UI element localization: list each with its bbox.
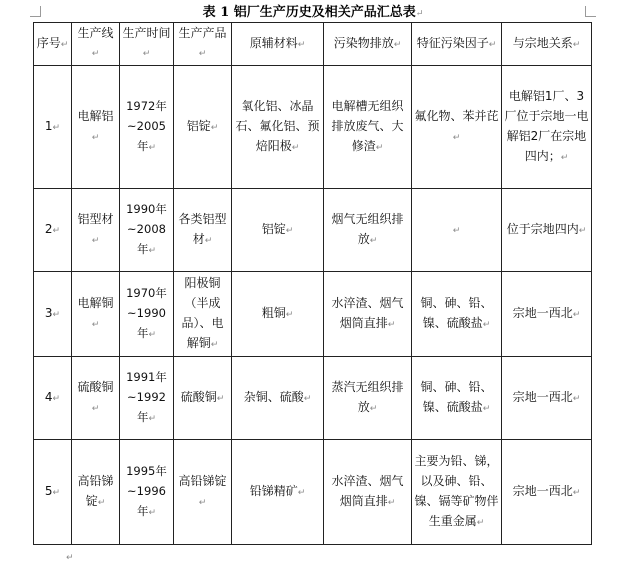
header-cell-emission: 污染物排放↵ [324, 23, 412, 66]
cell-period: 1970年~1990年↵ [120, 272, 174, 357]
cell-materials: 铝锭↵ [232, 189, 324, 272]
paragraph-mark-icon: ↵ [415, 9, 424, 19]
cell-no: 1↵ [34, 66, 72, 189]
cell-period: 1972年~2005年↵ [120, 66, 174, 189]
header-cell-materials: 原辅材料↵ [232, 23, 324, 66]
table-row [34, 272, 592, 357]
header-cell-no: 序号↵ [34, 23, 72, 66]
header-cell-line: 生产线↵ [72, 23, 120, 66]
cell-emission: 水淬渣、烟气烟筒直排↵ [324, 272, 412, 357]
cell-pollutant: 铜、砷、铅、镍、硫酸盐↵ [412, 272, 502, 357]
cell-relation: 宗地一西北↵ [502, 272, 592, 357]
cell-no: 5↵ [34, 440, 72, 545]
cell-relation: 宗地一西北↵ [502, 357, 592, 440]
cell-line: 电解铝↵ [72, 66, 120, 189]
cell-emission: 蒸汽无组织排放↵ [324, 357, 412, 440]
header-cell-relation: 与宗地关系↵ [502, 23, 592, 66]
header-cell-pollutant: 特征污染因子↵ [412, 23, 502, 66]
cell-relation: 位于宗地四内↵ [502, 189, 592, 272]
cell-no: 2↵ [34, 189, 72, 272]
cell-product: 硫酸铜↵ [174, 357, 232, 440]
table-caption [0, 5, 626, 22]
table-row [34, 189, 592, 272]
table-caption-text: 表 1 铝厂生产历史及相关产品汇总表 [202, 5, 416, 20]
table-header-row [34, 23, 592, 66]
cell-pollutant: 主要为铅、锑，以及砷、铅、镍、镉等矿物伴生重金属↵ [412, 440, 502, 545]
cell-materials: 粗铜↵ [232, 272, 324, 357]
cell-product: 阳极铜（半成品）、电解铜↵ [174, 272, 232, 357]
cell-relation: 宗地一西北↵ [502, 440, 592, 545]
table-row [34, 440, 592, 545]
cell-materials: 氧化铝、冰晶石、氟化铝、预焙阳极↵ [232, 66, 324, 189]
cell-line: 铝型材↵ [72, 189, 120, 272]
cell-relation: 电解铝1厂、3厂位于宗地一电解铝2厂在宗地四内；↵ [502, 66, 592, 189]
production-history-table [33, 22, 592, 545]
cell-line: 高铅锑锭↵ [72, 440, 120, 545]
cell-materials: 杂铜、硫酸↵ [232, 357, 324, 440]
cell-pollutant: 铜、砷、铅、镍、硫酸盐↵ [412, 357, 502, 440]
table-row [34, 66, 592, 189]
cell-emission: 水淬渣、烟气烟筒直排↵ [324, 440, 412, 545]
header-cell-period: 生产时间↵ [120, 23, 174, 66]
cell-pollutant: 氟化物、苯并芘↵ [412, 66, 502, 189]
cell-period: 1991年~1992年↵ [120, 357, 174, 440]
cell-emission: 烟气无组织排放↵ [324, 189, 412, 272]
table-row [34, 357, 592, 440]
cell-line: 电解铜↵ [72, 272, 120, 357]
cell-pollutant: ↵ [412, 189, 502, 272]
paragraph-mark-icon: ↵ [66, 553, 74, 563]
cell-line: 硫酸铜↵ [72, 357, 120, 440]
cell-no: 3↵ [34, 272, 72, 357]
cell-product: 铝锭↵ [174, 66, 232, 189]
cell-period: 1995年~1996年↵ [120, 440, 174, 545]
header-cell-product: 生产产品↵ [174, 23, 232, 66]
cell-product: 各类铝型材↵ [174, 189, 232, 272]
cell-materials: 铅锑精矿↵ [232, 440, 324, 545]
cell-product: 高铅锑锭↵ [174, 440, 232, 545]
cell-emission: 电解槽无组织排放废气、大修渣↵ [324, 66, 412, 189]
cell-period: 1990年~2008年↵ [120, 189, 174, 272]
cell-no: 4↵ [34, 357, 72, 440]
